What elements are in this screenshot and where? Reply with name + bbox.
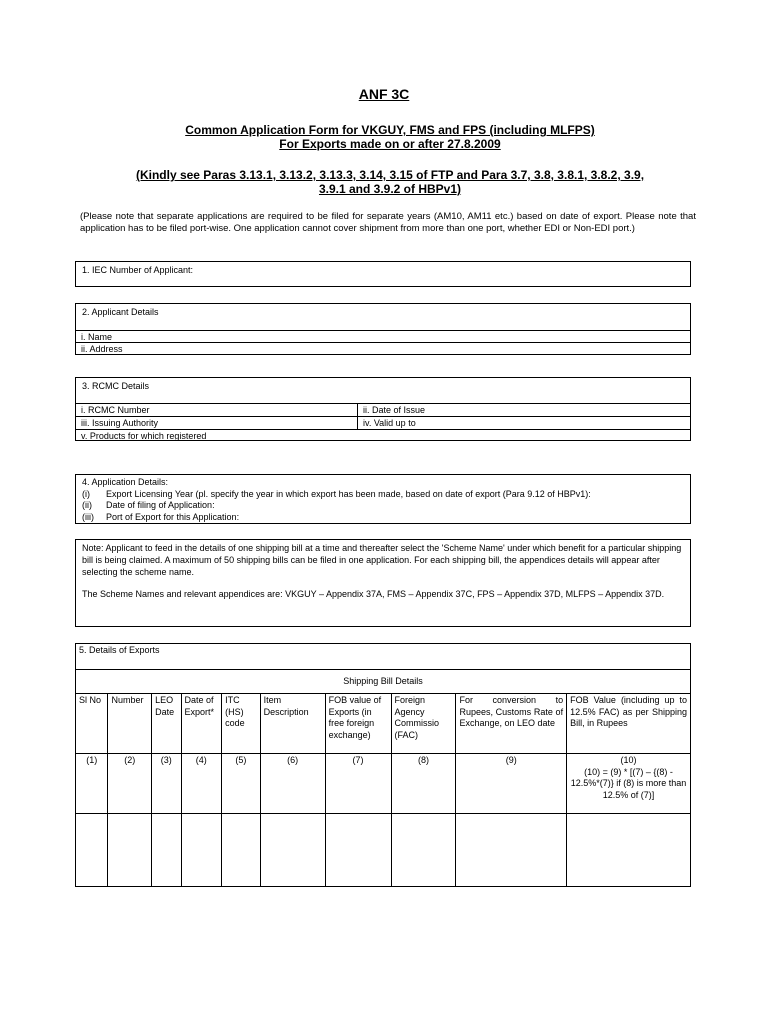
paras-line-2: 3.9.1 and 3.9.2 of HBPv1)	[318, 182, 462, 196]
rcmc-number-field[interactable]: i. RCMC Number	[76, 404, 358, 416]
applicant-address-field[interactable]: ii. Address	[76, 342, 690, 354]
rcmc-row-1	[76, 403, 690, 416]
application-details-label: 4. Application Details:	[82, 477, 169, 487]
rcmc-details-label: 3. RCMC Details	[82, 381, 150, 391]
column-number: (5)	[222, 754, 261, 814]
column-number: (6)	[260, 754, 325, 814]
fob-value-rupees-cell[interactable]	[567, 814, 691, 887]
item-number: (ii)	[82, 500, 92, 510]
subtitle-line-1: Common Application Form for VKGUY, FMS and FPS (including MLFPS)	[185, 123, 595, 137]
column-number: (9)	[456, 754, 567, 814]
date-of-export-cell[interactable]	[181, 814, 222, 887]
item-number: (iii)	[82, 511, 94, 522]
column-number: (1)	[76, 754, 108, 814]
intro-note: (Please note that separate applications are required to be filed for separate years (AM10, AM11 etc.) based on date of export. Please note that application has to be filed port-wise. One application cannot cover shipment from more than one port, whether EDI or Non-EDI port.)	[80, 211, 696, 234]
column-header: ITC (HS) code	[222, 694, 261, 754]
number-cell[interactable]	[108, 814, 152, 887]
paras-line-1: (Kindly see Paras 3.13.1, 3.13.2, 3.13.3, 3.14, 3.15 of FTP and Para 3.7, 3.8, 3.8.1, 3.8.2, 3.9,	[135, 168, 645, 182]
column-header: FOB value of Exports (in free foreign exchange)	[325, 694, 391, 754]
leo-date-cell[interactable]	[152, 814, 181, 887]
fob-value-formula-cell	[567, 754, 691, 814]
column-header: Date of Export*	[181, 694, 222, 754]
exchange-rate-cell[interactable]	[456, 814, 567, 887]
export-details-label: 5. Details of Exports	[76, 644, 691, 670]
column-header: Foreign Agency Commissio (FAC)	[391, 694, 456, 754]
column-header: Number	[108, 694, 152, 754]
rcmc-row-2	[76, 416, 690, 429]
subtitle-line-2: For Exports made on or after 27.8.2009	[279, 137, 501, 151]
item-description-cell[interactable]	[260, 814, 325, 887]
scheme-note-para-2: The Scheme Names and relevant appendices are: VKGUY – Appendix 37A, FMS – Appendix 37C, FPS – Appendix 37D, MLFPS – Appendix 37D.	[82, 589, 665, 600]
applicant-name-field[interactable]: i. Name	[76, 330, 690, 342]
scheme-note-box	[75, 539, 691, 627]
data-entry-row[interactable]	[76, 814, 691, 887]
item-text: Port of Export for this Application:	[106, 511, 240, 522]
date-of-filing-field[interactable]	[82, 500, 684, 512]
column-header: FOB Value (including up to 12.5% FAC) as per Shipping Bill, in Rupees	[567, 694, 691, 754]
scheme-note-para-1: Note: Applicant to feed in the details of one shipping bill at a time and thereafter select the 'Scheme Name' under which benefit for a particular shipping bill is being claimed. A maximum of 50 shipping bills can be filed in one application. For each shipping bill, the appendices details will appear after selecting the scheme name.	[82, 543, 682, 577]
column-header: Item Description	[260, 694, 325, 754]
iec-number-section[interactable]	[75, 261, 691, 287]
column-header: For conversion to Rupees, Customs Rate of Exchange, on LEO date	[456, 694, 567, 754]
column-number: (4)	[181, 754, 222, 814]
applicant-details-label: 2. Applicant Details	[82, 307, 159, 317]
form-title: ANF 3C	[358, 86, 410, 102]
column-number: (2)	[108, 754, 152, 814]
column-number: (8)	[391, 754, 456, 814]
rcmc-details-section	[75, 377, 691, 441]
column-number-row	[76, 754, 691, 814]
shipping-bill-details-header: Shipping Bill Details	[76, 670, 691, 694]
application-details-section	[75, 474, 691, 524]
column-header: LEO Date	[152, 694, 181, 754]
export-licensing-year-field[interactable]	[82, 489, 684, 501]
form-subtitle	[80, 123, 700, 151]
column-number: (10)	[620, 755, 637, 765]
item-text: Date of filing of Application:	[106, 500, 215, 510]
column-header-row	[76, 694, 691, 754]
iec-number-label: 1. IEC Number of Applicant:	[82, 265, 194, 275]
paras-reference	[80, 168, 700, 196]
rcmc-products-field[interactable]: v. Products for which registered	[76, 429, 690, 441]
column-number: (3)	[152, 754, 181, 814]
column-number: (7)	[325, 754, 391, 814]
item-text: Export Licensing Year (pl. specify the year in which export has been made, based on date of export (Para 9.12 of HBPv1):	[106, 488, 591, 499]
sl-no-cell[interactable]	[76, 814, 108, 887]
port-of-export-field[interactable]	[82, 512, 684, 524]
fob-value-exports-cell[interactable]	[325, 814, 391, 887]
export-details-table	[75, 643, 691, 887]
applicant-details-section	[75, 303, 691, 355]
fac-cell[interactable]	[391, 814, 456, 887]
rcmc-valid-up-to-field[interactable]: iv. Valid up to	[363, 418, 416, 428]
rcmc-issuing-authority-field[interactable]: iii. Issuing Authority	[76, 417, 358, 429]
fob-value-formula: (10) = (9) * [(7) – {(8) - 12.5%*(7)} if (8) is more than 12.5% of (7)]	[570, 766, 687, 800]
item-number: (i)	[82, 488, 90, 499]
rcmc-date-of-issue-field[interactable]: ii. Date of Issue	[363, 405, 426, 415]
itc-hs-code-cell[interactable]	[222, 814, 261, 887]
column-header: Sl No	[76, 694, 108, 754]
